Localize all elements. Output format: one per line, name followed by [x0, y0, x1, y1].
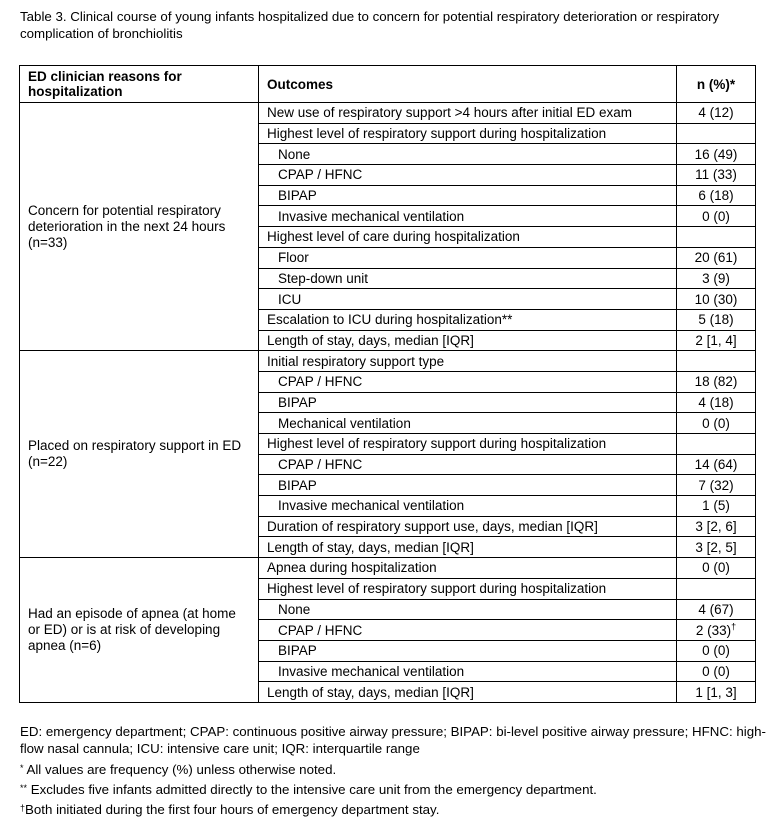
n-percent-value: 11 (33) [695, 167, 737, 183]
n-percent-cell [677, 682, 756, 703]
outcome-cell: Floor [259, 247, 677, 268]
outcome-cell: None [259, 144, 677, 165]
n-percent-cell [677, 165, 756, 186]
dagger-marker: † [731, 621, 737, 632]
n-percent-value: 3 (9) [702, 270, 730, 286]
outcome-cell: Step-down unit [259, 268, 677, 289]
n-percent-value: 2 [1, 4] [695, 332, 737, 348]
outcome-cell: CPAP / HFNC [259, 454, 677, 475]
footnote-double-star-text: Excludes five infants admitted directly to the intensive care unit from the emergency department. [27, 782, 597, 797]
n-percent-cell [677, 309, 756, 330]
outcome-cell: Initial respiratory support type [259, 351, 677, 372]
outcome-cell: Invasive mechanical ventilation [259, 661, 677, 682]
n-percent-value: 0 (0) [702, 663, 730, 679]
n-percent-value: 4 (18) [698, 394, 734, 410]
outcome-cell: CPAP / HFNC [259, 371, 677, 392]
table-row [20, 103, 756, 124]
n-percent-value: 20 (61) [694, 250, 738, 266]
hospitalization-reason-cell: Placed on respiratory support in ED (n=22) [20, 351, 259, 558]
n-percent-cell [677, 144, 756, 165]
n-percent-cell [677, 516, 756, 537]
n-percent-value: 10 (30) [694, 291, 738, 307]
outcome-cell: BIPAP [259, 475, 677, 496]
n-percent-value: 7 (32) [698, 477, 734, 493]
n-percent-value: 2 (33) [695, 622, 732, 638]
outcome-cell: New use of respiratory support >4 hours after initial ED exam [259, 103, 677, 124]
n-percent-cell [677, 599, 756, 620]
n-percent-cell [677, 537, 756, 558]
n-percent-cell [677, 103, 756, 124]
header-reasons: ED clinician reasons for hospitalization [20, 66, 259, 103]
footnote-abbreviations: ED: emergency department; CPAP: continuous positive airway pressure; BIPAP: bi-level positive airway pressure; HFNC: high-flow nasal cannula; ICU: intensive care unit; IQR: interquartile range [20, 724, 766, 756]
footnote-double-star [20, 781, 780, 798]
n-percent-cell [677, 620, 756, 641]
n-percent-cell [677, 661, 756, 682]
n-percent-value: 16 (49) [694, 146, 738, 162]
n-percent-value: 0 (0) [702, 643, 730, 659]
n-percent-value: 4 (12) [698, 105, 734, 121]
outcome-cell: BIPAP [259, 392, 677, 413]
outcome-cell: Apnea during hospitalization [259, 558, 677, 579]
footnote-star-text: All values are frequency (%) unless otherwise noted. [23, 762, 337, 777]
hospitalization-reason-cell: Had an episode of apnea (at home or ED) or is at risk of developing apnea (n=6) [20, 558, 259, 703]
n-percent-cell [677, 268, 756, 289]
outcome-cell: ICU [259, 289, 677, 310]
n-percent-value: 0 (0) [702, 208, 730, 224]
outcome-cell: None [259, 599, 677, 620]
outcome-cell: Length of stay, days, median [IQR] [259, 682, 677, 703]
outcome-cell: Invasive mechanical ventilation [259, 496, 677, 517]
n-percent-cell [677, 206, 756, 227]
table-header-row [20, 66, 756, 103]
n-percent-value: 0 (0) [702, 415, 730, 431]
n-percent-cell [677, 558, 756, 579]
outcome-cell: CPAP / HFNC [259, 620, 677, 641]
outcome-cell: Escalation to ICU during hospitalization** [259, 309, 677, 330]
n-percent-cell [677, 289, 756, 310]
n-percent-cell [677, 454, 756, 475]
outcome-cell: BIPAP [259, 185, 677, 206]
n-percent-cell [677, 496, 756, 517]
outcome-cell: Mechanical ventilation [259, 413, 677, 434]
table-row [20, 351, 756, 372]
n-percent-value: 4 (67) [698, 601, 734, 617]
n-percent-cell [677, 247, 756, 268]
n-percent-cell [677, 123, 756, 144]
header-n-percent: n (%)* [677, 66, 756, 103]
n-percent-value: 0 (0) [702, 560, 730, 576]
n-percent-cell [677, 434, 756, 455]
n-percent-value: 5 (18) [698, 312, 734, 328]
n-percent-value: 6 (18) [698, 188, 734, 204]
n-percent-cell [677, 475, 756, 496]
outcome-cell: Duration of respiratory support use, days, median [IQR] [259, 516, 677, 537]
footnote-dagger-mark: † [20, 803, 26, 813]
n-percent-cell [677, 371, 756, 392]
n-percent-cell [677, 413, 756, 434]
outcome-cell: Highest level of care during hospitalization [259, 227, 677, 248]
n-percent-cell [677, 227, 756, 248]
hospitalization-reason-cell: Concern for potential respiratory deterioration in the next 24 hours (n=33) [20, 103, 259, 351]
n-percent-cell [677, 351, 756, 372]
footnote-star-mark: * [20, 763, 24, 773]
n-percent-cell [677, 578, 756, 599]
table-row [20, 558, 756, 579]
outcome-cell: Invasive mechanical ventilation [259, 206, 677, 227]
n-percent-cell [677, 185, 756, 206]
footnote-star [20, 761, 780, 778]
table-body [20, 103, 756, 703]
n-percent-value: 1 [1, 3] [695, 684, 737, 700]
n-percent-cell [677, 640, 756, 661]
n-percent-cell [677, 392, 756, 413]
clinical-course-table [19, 65, 756, 703]
n-percent-value: 3 [2, 5] [695, 539, 737, 555]
clinical-course-table-container [19, 65, 756, 703]
outcome-cell: Highest level of respiratory support during hospitalization [259, 123, 677, 144]
n-percent-value: 18 (82) [694, 374, 738, 390]
footnotes [20, 723, 780, 821]
footnote-double-star-mark: ** [20, 783, 28, 793]
header-outcomes: Outcomes [259, 66, 677, 103]
outcome-cell: Length of stay, days, median [IQR] [259, 330, 677, 351]
outcome-cell: BIPAP [259, 640, 677, 661]
outcome-cell: Highest level of respiratory support during hospitalization [259, 578, 677, 599]
footnote-dagger [20, 801, 780, 818]
outcome-cell: CPAP / HFNC [259, 165, 677, 186]
footnote-dagger-text: Both initiated during the first four hours of emergency department stay. [25, 802, 440, 817]
n-percent-value: 1 (5) [702, 498, 730, 514]
outcome-cell: Highest level of respiratory support during hospitalization [259, 434, 677, 455]
n-percent-value: 14 (64) [694, 457, 738, 473]
n-percent-value: 3 [2, 6] [695, 519, 737, 535]
table-caption: Table 3. Clinical course of young infants hospitalized due to concern for potential respiratory deterioration or respiratory complication of bronchiolitis [20, 9, 720, 41]
outcome-cell: Length of stay, days, median [IQR] [259, 537, 677, 558]
n-percent-cell [677, 330, 756, 351]
